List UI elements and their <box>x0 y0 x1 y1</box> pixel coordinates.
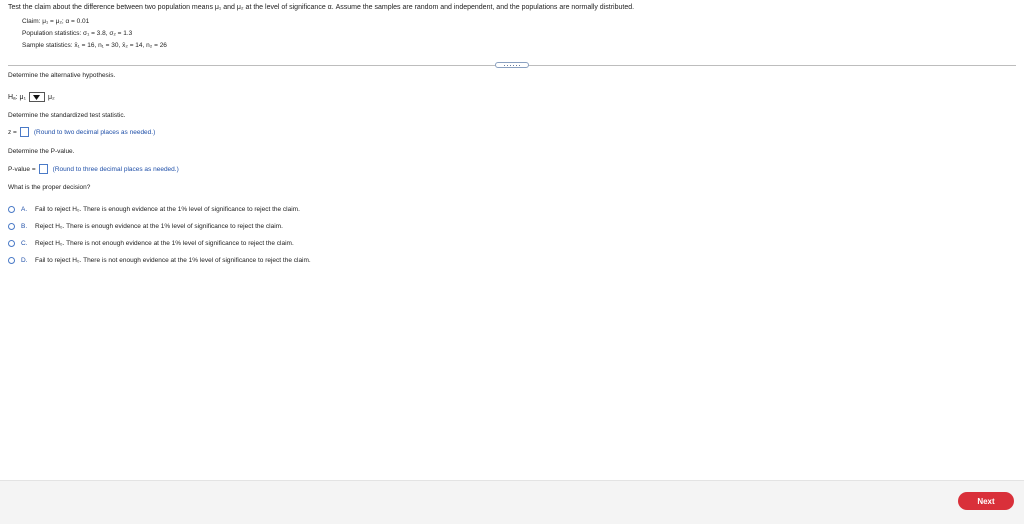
sample-stats-text: Sample statistics: x̄₁ = 16, n₁ = 30, x̄₂ = 14, n₂ = 26 <box>22 42 167 49</box>
test-stat-row <box>8 127 155 137</box>
hypothesis-question: Determine the alternative hypothesis. <box>8 72 116 79</box>
resize-grip-handle[interactable] <box>495 62 529 68</box>
test-stat-question: Determine the standardized test statistic. <box>8 112 126 119</box>
decision-option-c[interactable] <box>8 240 294 247</box>
population-stats-text: Population statistics: σ₁ = 3.8, σ₂ = 1.3 <box>22 30 133 37</box>
next-button[interactable]: Next <box>958 492 1014 510</box>
hypothesis-row <box>8 92 55 102</box>
option-letter: B. <box>21 223 28 230</box>
pvalue-hint: (Round to three decimal places as needed.) <box>52 165 179 173</box>
chevron-down-icon <box>33 95 40 100</box>
option-text: Reject H₀. There is not enough evidence at the 1% level of significance to reject the claim. <box>35 240 294 247</box>
claim-text: Claim: μ₁ = μ₂; α = 0.01 <box>22 18 90 25</box>
decision-option-d[interactable] <box>8 257 311 264</box>
relation-dropdown[interactable] <box>29 92 45 102</box>
option-letter: A. <box>21 206 28 213</box>
radio-button[interactable] <box>8 257 15 264</box>
footer-bar <box>0 480 1024 524</box>
decision-question: What is the proper decision? <box>8 184 91 191</box>
decision-option-b[interactable] <box>8 223 283 230</box>
hypothesis-lhs: Hₐ: μ₁ <box>8 93 26 101</box>
option-letter: D. <box>21 257 28 264</box>
test-stat-label: z = <box>8 128 17 136</box>
pvalue-question: Determine the P-value. <box>8 148 75 155</box>
grip-dot <box>510 65 511 66</box>
test-stat-hint: (Round to two decimal places as needed.) <box>33 128 156 136</box>
grip-dot <box>519 65 520 66</box>
problem-prompt: Test the claim about the difference between two population means μ₁ and μ₂ at the level of significance α. Assume the samples are random and independent, and the populations are normally distributed. <box>8 4 635 11</box>
grip-dot <box>507 65 508 66</box>
pvalue-label: P-value = <box>8 165 36 173</box>
grip-dot <box>504 65 505 66</box>
pvalue-row <box>8 164 179 174</box>
test-stat-input[interactable] <box>20 127 29 137</box>
radio-button[interactable] <box>8 240 15 247</box>
grip-dot <box>513 65 514 66</box>
hypothesis-rhs: μ₂ <box>47 93 55 101</box>
option-text: Fail to reject H₀. There is enough evidence at the 1% level of significance to reject the claim. <box>35 206 300 213</box>
option-letter: C. <box>21 240 28 247</box>
radio-button[interactable] <box>8 206 15 213</box>
radio-button[interactable] <box>8 223 15 230</box>
grip-dot <box>516 65 517 66</box>
option-text: Reject H₀. There is enough evidence at the 1% level of significance to reject the claim. <box>35 223 283 230</box>
pvalue-input[interactable] <box>39 164 48 174</box>
decision-option-a[interactable] <box>8 206 300 213</box>
option-text: Fail to reject H₀. There is not enough evidence at the 1% level of significance to reject the claim. <box>35 257 311 264</box>
